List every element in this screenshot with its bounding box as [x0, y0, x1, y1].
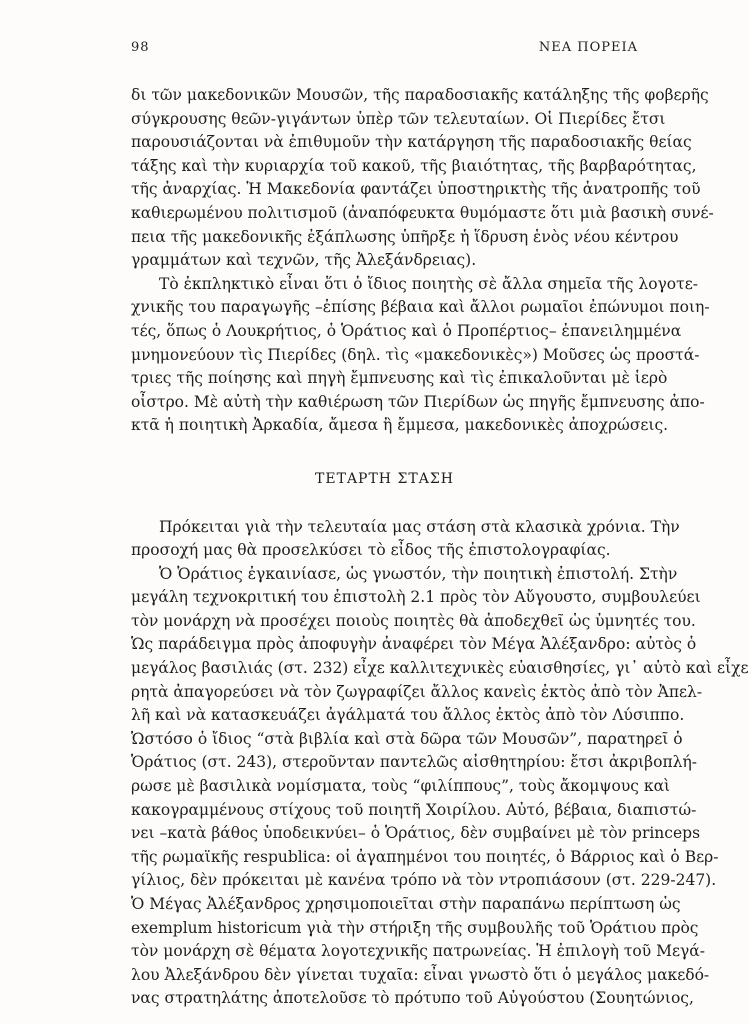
text-line: καθιερωμένου πολιτισμοῦ (ἀναπόφευκτα θυμόμαστε ὅτι μιὰ βασικὴ συνέ-: [131, 203, 714, 222]
text-line: οἶστρο. Μὲ αὐτὴ τὴν καθιέρωση τῶν Πιερίδων ὡς πηγῆς ἔμπνευσης ἀπο-: [131, 392, 705, 411]
text-line: λου Ἀλεξάνδρου δὲν γίνεται τυχαῖα: εἶναι γνωστὸ ὅτι ὁ μεγάλος μακεδό-: [131, 965, 710, 984]
text-line: προσοχή μας θὰ προσελκύσει τὸ εἶδος τῆς ἐπιστολογραφίας.: [131, 541, 611, 560]
text-line: κτᾶ ἡ ποιητικὴ Ἀρκαδία, ἄμεσα ἢ ἔμμεσα, μακεδονικὲς ἀποχρώσεις.: [131, 416, 669, 435]
text-line: παρουσιάζονται νὰ ἐπιθυμοῦν τὴν κατάργηση τῆς παραδοσιακῆς θείας: [131, 133, 692, 152]
body-text: [131, 84, 749, 1011]
text-line: μνημονεύουν τὶς Πιερίδες (δηλ. τὶς «μακεδονικὲς») Μοῦσες ὡς προστά-: [131, 345, 700, 364]
text-line: μεγάλη τεχνοκριτική του ἐπιστολὴ 2.1 πρὸς τὸν Αὔγουστο, συμβουλεύει: [131, 588, 701, 607]
text-line: γραμμάτων καὶ τεχνῶν, τῆς Ἀλεξάνδρειας).: [131, 251, 477, 270]
text-line: Τὸ ἐκπληκτικὸ εἶναι ὅτι ὁ ἴδιος ποιητὴς σὲ ἄλλα σημεῖα τῆς λογοτε-: [159, 274, 698, 293]
text-line: τὸν μονάρχη νὰ προσέχει ποιοὺς ποιητὲς θὰ ἀποδεχθεῖ ὡς ὑμνητές του.: [131, 611, 696, 630]
text-line: τῆς ρωμαϊκῆς respublica: οἱ ἀγαπημένοι του ποιητές, ὁ Βάρριος καὶ ὁ Βερ-: [131, 847, 719, 866]
text-line: exemplum historicum γιὰ τὴν στήριξη τῆς συμβουλῆς τοῦ Ὁράτιου πρὸς: [131, 918, 699, 937]
text-line: νας στρατηλάτης ἀποτελοῦσε τὸ πρότυπο τοῦ Αὐγούστου (Σουητώνιος,: [131, 989, 694, 1008]
paragraph-1: [131, 84, 714, 273]
text-line: λῆ καὶ νὰ κατασκευάζει ἀγάλματά του ἄλλος ἐκτὸς ἀπὸ τὸν Λύσιππο.: [131, 706, 685, 725]
page-number: 98: [131, 40, 150, 55]
text-line: μεγάλος βασιλιάς (στ. 232) εἶχε καλλιτεχνικὲς εὐαισθησίες, γι᾽ αὐτὸ καὶ εἶχε: [131, 659, 749, 678]
text-line: σύγκρουσης θεῶν-γιγάντων ὑπὲρ τῶν τελευταίων. Οἱ Πιερίδες ἔτσι: [131, 109, 666, 128]
text-line: ρητὰ ἀπαγορεύσει νὰ τὸν ζωγραφίζει ἄλλος κανεὶς ἐκτὸς ἀπὸ τὸν Ἀπελ-: [131, 682, 703, 701]
paragraph-3: [131, 516, 680, 563]
text-line: νει –κατὰ βάθος ὑποδεικνύει– ὁ Ὁράτιος, δὲν συμβαίνει μὲ τὸν princeps: [131, 824, 701, 843]
text-line: Πρόκειται γιὰ τὴν τελευταία μας στάση στὰ κλασικὰ χρόνια. Τὴν: [159, 517, 680, 536]
section-heading: ΤΕΤΑΡΤΗ ΣΤΑΣΗ: [315, 470, 454, 487]
text-line: Ὁ Μέγας Ἀλέξανδρος χρησιμοποιεῖται στὴν παραπάνω περίπτωση ὡς: [131, 895, 681, 913]
text-line: ρωσε μὲ βασιλικὰ νομίσματα, τοὺς “φιλίππους”, τοὺς ἄκομψους καὶ: [131, 777, 671, 796]
running-head: ΝΕΑ ΠΟΡΕΙΑ: [538, 40, 638, 55]
text-line: δι τῶν μακεδονικῶν Μουσῶν, τῆς παραδοσιακῆς κατάληξης τῆς φοβερῆς: [131, 86, 709, 104]
text-line: πεια τῆς μακεδονικῆς ἐξάπλωσης ὑπῆρξε ἡ ἵδρυση ἑνὸς νέου κέντρου: [131, 227, 679, 246]
text-line: τριες τῆς ποίησης καὶ πηγὴ ἔμπνευσης καὶ τὶς ἐπικαλοῦνται μὲ ἱερὸ: [131, 369, 668, 388]
text-line: τές, ὅπως ὁ Λουκρήτιος, ὁ Ὁράτιος καὶ ὁ Προπέρτιος– ἐπανειλημμένα: [131, 321, 682, 340]
text-line: κακογραμμένους στίχους τοῦ ποιητῆ Χοιρίλου. Αὐτό, βέβαια, διαπιστώ-: [131, 800, 697, 819]
text-line: τῆς ἀναρχίας. Ἡ Μακεδονία φαντάζει ὑποστηρικτὴς τῆς ἀνατροπῆς τοῦ: [131, 180, 701, 199]
text-line: Ὁράτιος (στ. 243), στεροῦνταν παντελῶς αἰσθητηρίου: ἔτσι ἀκριβοπλή-: [131, 753, 697, 772]
text-line: χνικῆς του παραγωγῆς –ἐπίσης βέβαια καὶ ἄλλοι ρωμαῖοι ἐπώνυμοι ποιη-: [131, 298, 710, 317]
text-line: τάξης καὶ τὴν κυριαρχία τοῦ κακοῦ, τῆς βιαιότητας, τῆς βαρβαρότητας,: [131, 156, 697, 175]
text-line: τὸν μονάρχη σὲ θέματα λογοτεχνικῆς πατρωνείας. Ἡ ἐπιλογὴ τοῦ Μεγά-: [131, 942, 705, 961]
text-line: Ὡστόσο ὁ ἴδιος “στὰ βιβλία καὶ στὰ δῶρα τῶν Μουσῶν”, παρατηρεῖ ὁ: [131, 729, 683, 748]
text-line: Ὡς παράδειγμα πρὸς ἀποφυγὴν ἀναφέρει τὸν Μέγα Ἀλέξανδρο: αὐτὸς ὁ: [131, 635, 697, 654]
text-line: Ὁ Ὁράτιος ἐγκαινίασε, ὡς γνωστόν, τὴν ποιητικὴ ἐπιστολή. Στὴν: [159, 564, 678, 583]
paragraph-2: [131, 273, 710, 438]
text-line: γίλιος, δὲν πρόκειται μὲ κανένα τρόπο νὰ τὸν ντροπιάσουν (στ. 229-247).: [131, 871, 717, 890]
paragraph-4: [131, 563, 749, 1011]
